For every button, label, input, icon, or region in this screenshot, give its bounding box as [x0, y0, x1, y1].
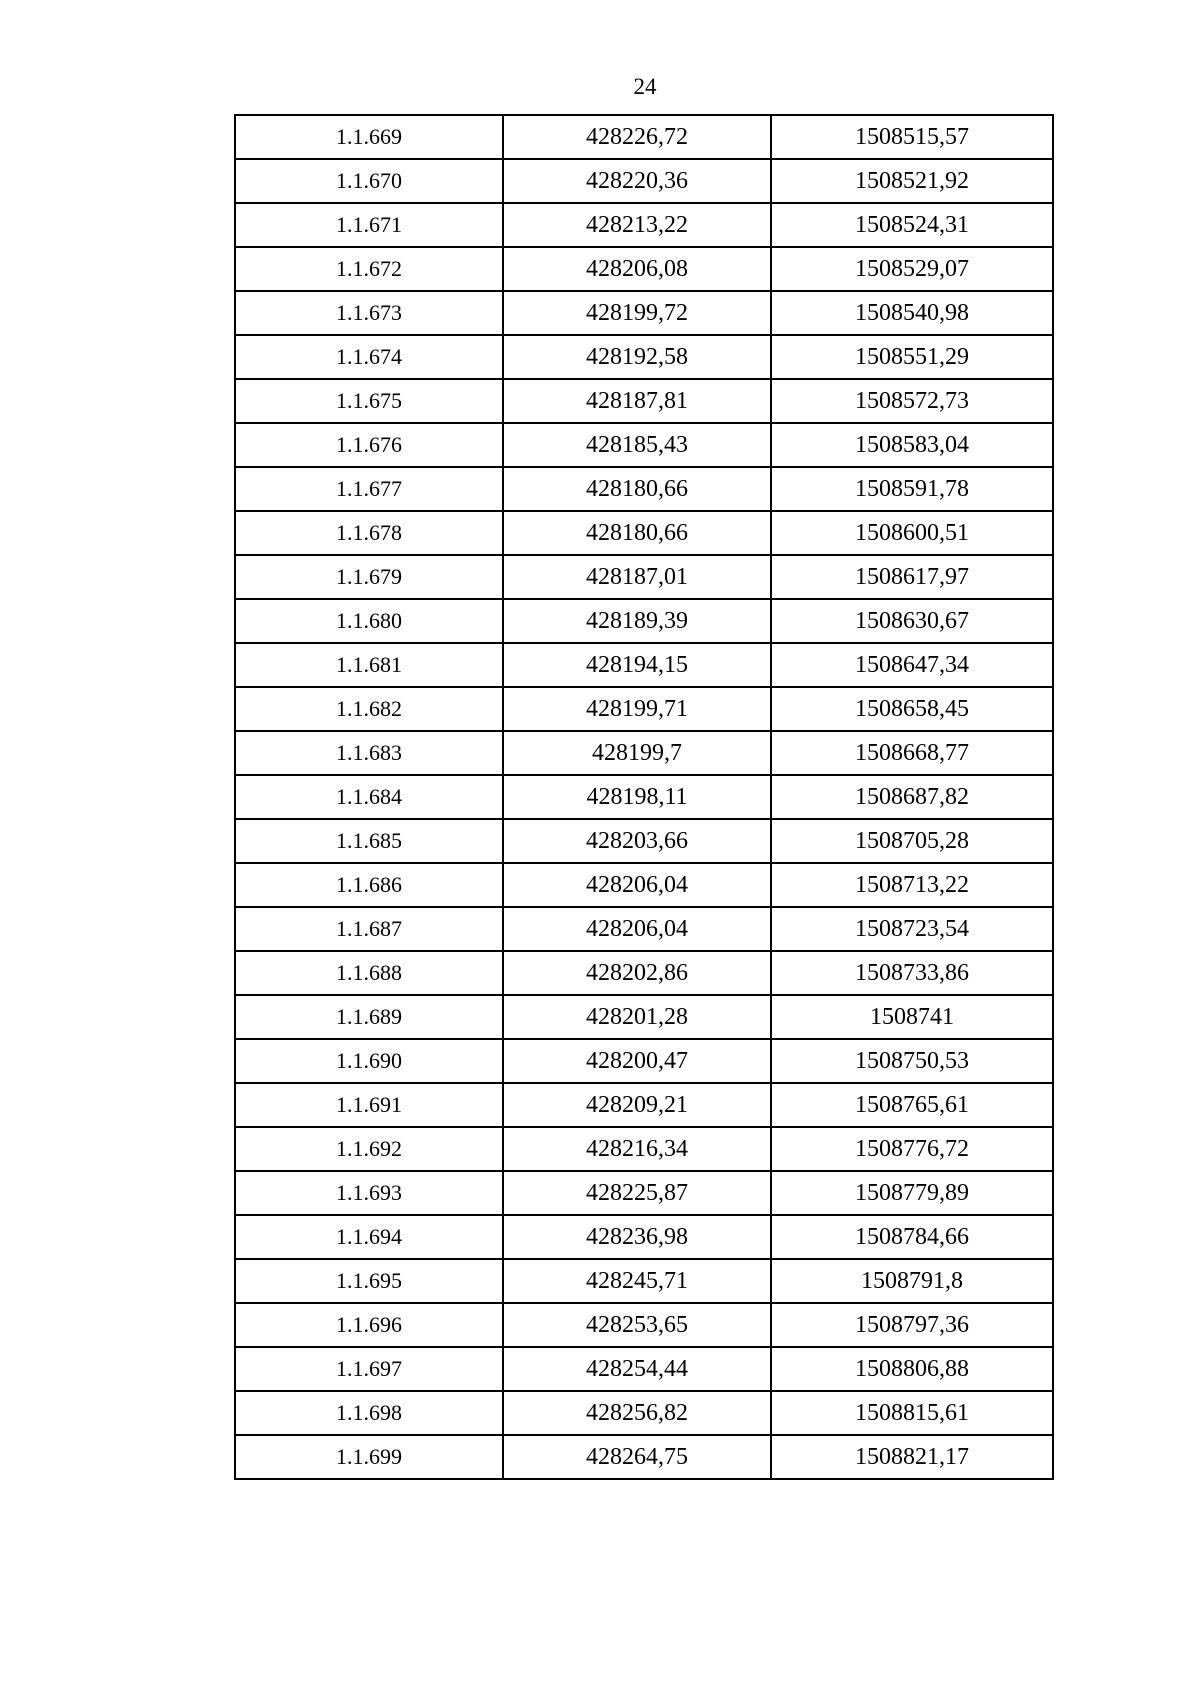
point-number-cell: 1.1.679 [235, 555, 503, 599]
y-coordinate-cell: 1508658,45 [771, 687, 1053, 731]
table-row [235, 819, 1053, 863]
table-row [235, 1127, 1053, 1171]
x-coordinate-cell: 428264,75 [503, 1435, 771, 1479]
x-coordinate-cell: 428245,71 [503, 1259, 771, 1303]
y-coordinate-cell: 1508529,07 [771, 247, 1053, 291]
table-row [235, 467, 1053, 511]
y-coordinate-cell: 1508521,92 [771, 159, 1053, 203]
y-coordinate-cell: 1508723,54 [771, 907, 1053, 951]
page-number: 24 [633, 74, 657, 99]
x-coordinate-cell: 428225,87 [503, 1171, 771, 1215]
point-number-cell: 1.1.676 [235, 423, 503, 467]
table-row [235, 335, 1053, 379]
x-coordinate-cell: 428206,04 [503, 863, 771, 907]
x-coordinate-cell: 428213,22 [503, 203, 771, 247]
x-coordinate-cell: 428220,36 [503, 159, 771, 203]
point-number-cell: 1.1.674 [235, 335, 503, 379]
table-row [235, 1259, 1053, 1303]
x-coordinate-cell: 428187,81 [503, 379, 771, 423]
table-row [235, 1083, 1053, 1127]
point-number-cell: 1.1.671 [235, 203, 503, 247]
table-row [235, 247, 1053, 291]
x-coordinate-cell: 428199,71 [503, 687, 771, 731]
point-number-cell: 1.1.699 [235, 1435, 503, 1479]
table-row [235, 731, 1053, 775]
point-number-cell: 1.1.696 [235, 1303, 503, 1347]
x-coordinate-cell: 428198,11 [503, 775, 771, 819]
y-coordinate-cell: 1508765,61 [771, 1083, 1053, 1127]
point-number-cell: 1.1.673 [235, 291, 503, 335]
y-coordinate-cell: 1508551,29 [771, 335, 1053, 379]
point-number-cell: 1.1.692 [235, 1127, 503, 1171]
point-number-cell: 1.1.683 [235, 731, 503, 775]
x-coordinate-cell: 428185,43 [503, 423, 771, 467]
table-row [235, 1171, 1053, 1215]
table-row [235, 555, 1053, 599]
table-row [235, 951, 1053, 995]
x-coordinate-cell: 428226,72 [503, 115, 771, 159]
point-number-cell: 1.1.695 [235, 1259, 503, 1303]
x-coordinate-cell: 428187,01 [503, 555, 771, 599]
y-coordinate-cell: 1508815,61 [771, 1391, 1053, 1435]
y-coordinate-cell: 1508687,82 [771, 775, 1053, 819]
table-row [235, 1215, 1053, 1259]
x-coordinate-cell: 428194,15 [503, 643, 771, 687]
point-number-cell: 1.1.672 [235, 247, 503, 291]
x-coordinate-cell: 428180,66 [503, 511, 771, 555]
x-coordinate-cell: 428236,98 [503, 1215, 771, 1259]
point-number-cell: 1.1.685 [235, 819, 503, 863]
table-row [235, 995, 1053, 1039]
y-coordinate-cell: 1508600,51 [771, 511, 1053, 555]
x-coordinate-cell: 428254,44 [503, 1347, 771, 1391]
table-row [235, 863, 1053, 907]
y-coordinate-cell: 1508630,67 [771, 599, 1053, 643]
point-number-cell: 1.1.681 [235, 643, 503, 687]
table-row [235, 907, 1053, 951]
x-coordinate-cell: 428203,66 [503, 819, 771, 863]
point-number-cell: 1.1.691 [235, 1083, 503, 1127]
table-row [235, 203, 1053, 247]
point-number-cell: 1.1.677 [235, 467, 503, 511]
point-number-cell: 1.1.670 [235, 159, 503, 203]
x-coordinate-cell: 428199,7 [503, 731, 771, 775]
y-coordinate-cell: 1508733,86 [771, 951, 1053, 995]
y-coordinate-cell: 1508515,57 [771, 115, 1053, 159]
table-row [235, 775, 1053, 819]
table-row [235, 1435, 1053, 1479]
point-number-cell: 1.1.678 [235, 511, 503, 555]
table-row [235, 599, 1053, 643]
y-coordinate-cell: 1508713,22 [771, 863, 1053, 907]
table-row [235, 423, 1053, 467]
x-coordinate-cell: 428199,72 [503, 291, 771, 335]
point-number-cell: 1.1.684 [235, 775, 503, 819]
x-coordinate-cell: 428201,28 [503, 995, 771, 1039]
x-coordinate-cell: 428189,39 [503, 599, 771, 643]
table-row [235, 1347, 1053, 1391]
y-coordinate-cell: 1508779,89 [771, 1171, 1053, 1215]
table-row [235, 379, 1053, 423]
table-row [235, 1303, 1053, 1347]
table-row [235, 643, 1053, 687]
x-coordinate-cell: 428256,82 [503, 1391, 771, 1435]
y-coordinate-cell: 1508750,53 [771, 1039, 1053, 1083]
point-number-cell: 1.1.669 [235, 115, 503, 159]
y-coordinate-cell: 1508784,66 [771, 1215, 1053, 1259]
x-coordinate-cell: 428209,21 [503, 1083, 771, 1127]
table-row [235, 291, 1053, 335]
y-coordinate-cell: 1508776,72 [771, 1127, 1053, 1171]
coordinates-table-body [235, 115, 1053, 1479]
point-number-cell: 1.1.694 [235, 1215, 503, 1259]
point-number-cell: 1.1.697 [235, 1347, 503, 1391]
y-coordinate-cell: 1508705,28 [771, 819, 1053, 863]
y-coordinate-cell: 1508583,04 [771, 423, 1053, 467]
point-number-cell: 1.1.690 [235, 1039, 503, 1083]
x-coordinate-cell: 428200,47 [503, 1039, 771, 1083]
table-row [235, 687, 1053, 731]
y-coordinate-cell: 1508741 [771, 995, 1053, 1039]
table-row [235, 511, 1053, 555]
x-coordinate-cell: 428206,04 [503, 907, 771, 951]
point-number-cell: 1.1.687 [235, 907, 503, 951]
point-number-cell: 1.1.680 [235, 599, 503, 643]
x-coordinate-cell: 428192,58 [503, 335, 771, 379]
point-number-cell: 1.1.688 [235, 951, 503, 995]
x-coordinate-cell: 428253,65 [503, 1303, 771, 1347]
y-coordinate-cell: 1508806,88 [771, 1347, 1053, 1391]
x-coordinate-cell: 428180,66 [503, 467, 771, 511]
table-row [235, 1039, 1053, 1083]
table-row [235, 115, 1053, 159]
coordinates-table [234, 114, 1054, 1480]
y-coordinate-cell: 1508524,31 [771, 203, 1053, 247]
point-number-cell: 1.1.675 [235, 379, 503, 423]
y-coordinate-cell: 1508797,36 [771, 1303, 1053, 1347]
y-coordinate-cell: 1508572,73 [771, 379, 1053, 423]
x-coordinate-cell: 428216,34 [503, 1127, 771, 1171]
y-coordinate-cell: 1508591,78 [771, 467, 1053, 511]
y-coordinate-cell: 1508668,77 [771, 731, 1053, 775]
point-number-cell: 1.1.682 [235, 687, 503, 731]
y-coordinate-cell: 1508540,98 [771, 291, 1053, 335]
point-number-cell: 1.1.698 [235, 1391, 503, 1435]
y-coordinate-cell: 1508821,17 [771, 1435, 1053, 1479]
point-number-cell: 1.1.689 [235, 995, 503, 1039]
point-number-cell: 1.1.693 [235, 1171, 503, 1215]
y-coordinate-cell: 1508647,34 [771, 643, 1053, 687]
x-coordinate-cell: 428206,08 [503, 247, 771, 291]
y-coordinate-cell: 1508617,97 [771, 555, 1053, 599]
table-row [235, 1391, 1053, 1435]
table-row [235, 159, 1053, 203]
x-coordinate-cell: 428202,86 [503, 951, 771, 995]
y-coordinate-cell: 1508791,8 [771, 1259, 1053, 1303]
point-number-cell: 1.1.686 [235, 863, 503, 907]
